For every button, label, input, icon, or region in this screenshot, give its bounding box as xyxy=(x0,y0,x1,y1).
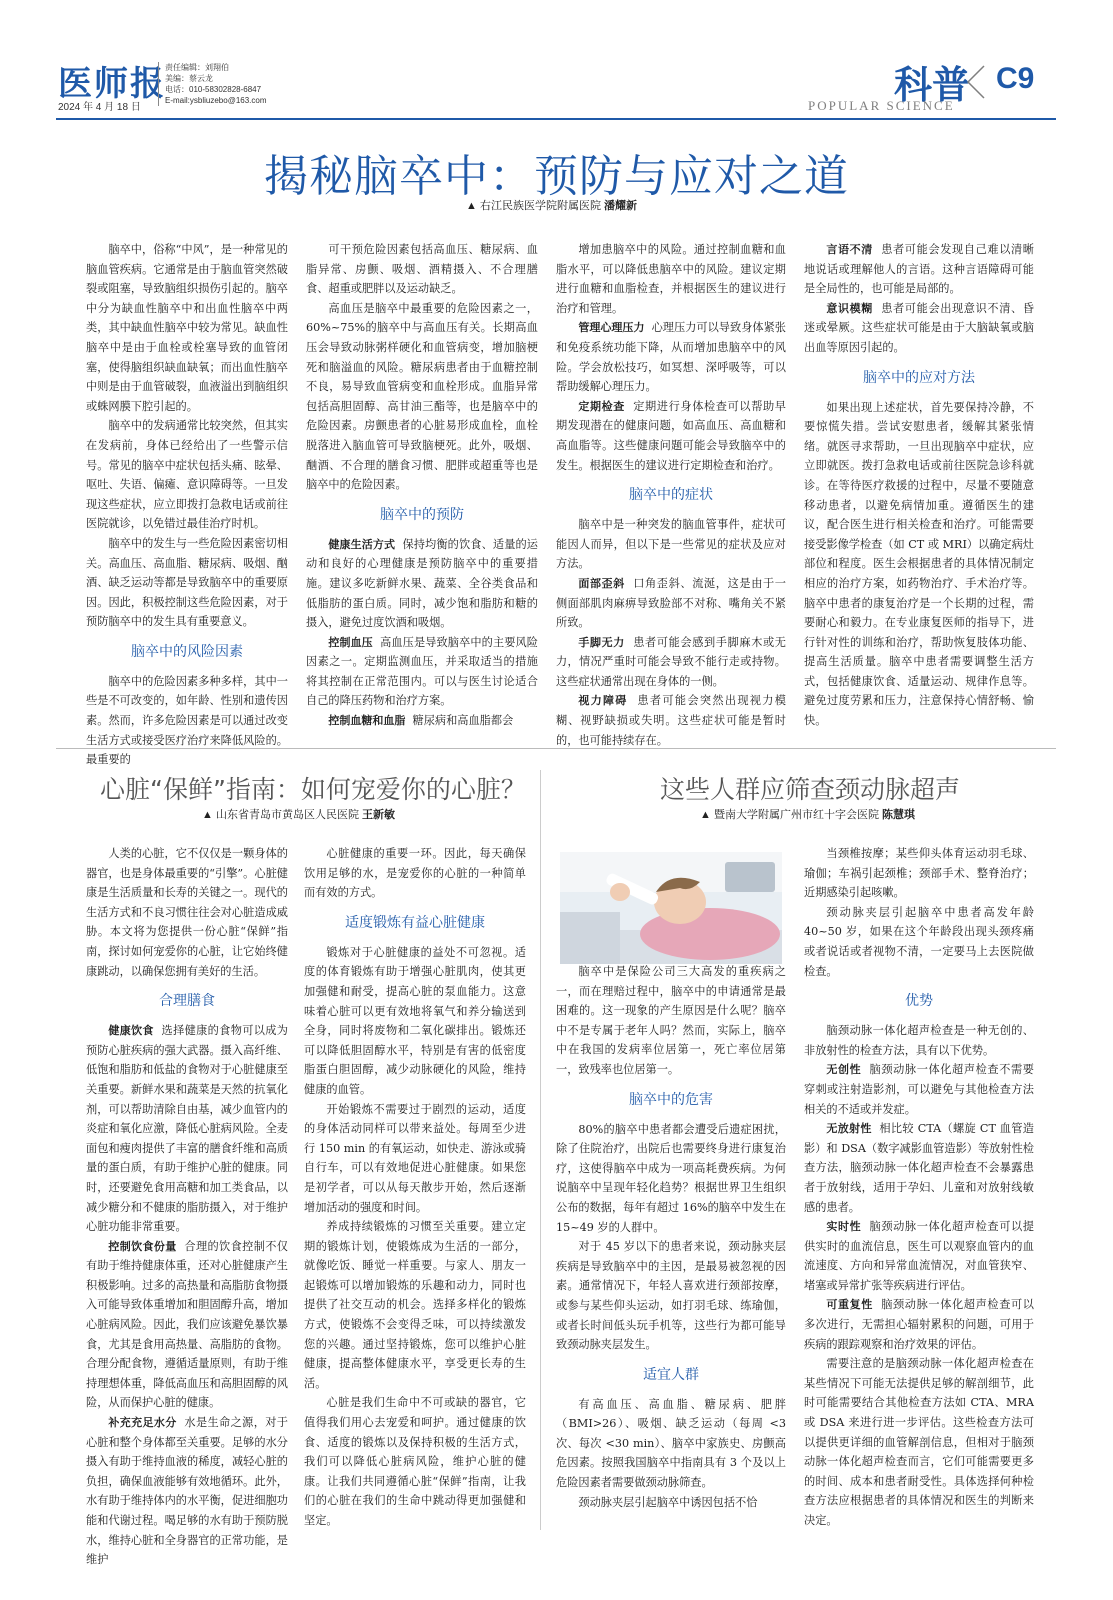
paragraph: 脑卒中的发病通常比较突然，但其实在发病前，身体已经给出了一些警示信号。常见的脑卒中症状包括头痛、眩晕、呕吐、失语、偏瘫、意识障碍等。一旦发现这些症状，应立即拨打急救电话或前往医院就诊，以免错过最佳治疗时机。 xyxy=(86,419,288,531)
lead-text: 患者可能会感到手脚麻木或无力，情况严重时可能会导致不能行走或持物。这些症状通常出现在身体的一侧。 xyxy=(556,635,786,688)
paragraph xyxy=(306,711,538,731)
lead-term: 控制血压 xyxy=(328,635,373,649)
paragraph: 有高血压、高血脂、糖尿病、肥胖（BMI>26）、吸烟、缺乏运动（每周 <3 次、每次 <30 min）、脑卒中家族史、房颤高危因素。按照我国脑卒中指南具有 3 个及以上危险因素者需要做颈动脉筛查。 xyxy=(556,1397,786,1490)
paragraph: 脑卒中是保险公司三大高发的重疾病之一，而在理赔过程中，脑卒中的申请通常是最困难的。这一现象的产生原因是什么呢？脑卒中不是专属于老年人吗？然而，实际上，脑卒中在我国的发病率位居第一，死亡率位居第一，致残率也位居第一。 xyxy=(556,965,786,1076)
lead-term: 无创性 xyxy=(826,1063,862,1077)
article1-column-2 xyxy=(306,240,538,740)
paragraph: 高血压是脑卒中最重要的危险因素之一，60%~75%的脑卒中与高血压有关。长期高血压会导致动脉粥样硬化和血管病变，增加脑梗死和脑溢血的风险。糖尿病患者由于血糖控制不良，易导致血管病变和血栓形成。血脂异常包括高胆固醇、高甘油三酯等，也是脑卒中的危险因素。房颤患者的心脏易形成血栓，血栓脱落进入脑血管可导致脑梗死。此外，吸烟、酗酒、不合理的膳食习惯、肥胖或超重等也是脑卒中的危险因素。 xyxy=(306,301,538,492)
lead-term: 视力障碍 xyxy=(578,694,628,708)
lead-term: 健康生活方式 xyxy=(328,537,396,551)
paragraph: 当颈椎按摩；某些仰头体育运动羽毛球、瑜伽；车祸引起颈椎；颈部手术、整脊治疗；近期感染引起咳嗽。 xyxy=(804,847,1034,900)
paragraph xyxy=(556,691,786,750)
lead-text: 脑颈动脉一体化超声检查可以多次进行，无需担心辐射累积的问题，可用于疾病的跟踪观察和治疗效果的评估。 xyxy=(804,1298,1034,1351)
phone-line: 电话：010-58302828-6847 xyxy=(165,85,262,94)
article1-byline xyxy=(466,197,637,213)
paragraph: 脑卒中的发生与一些危险因素密切相关。高血压、高血脂、糖尿病、吸烟、酗酒、缺乏运动等都是导致脑卒中的重要原因。因此，积极控制这些危险因素，对于预防脑卒中的发生具有重要意义。 xyxy=(86,536,288,629)
paragraph: 对于 45 岁以下的患者来说，颈动脉夹层疾病是导致脑卒中的主因，是最易被忽视的因素。通常情况下，年轻人喜欢进行颈部按摩，或参与某些仰头运动，如打羽毛球、练瑜伽，或者长时间低头玩手机等，这些行为都可能导致颈动脉夹层发生。 xyxy=(556,1240,786,1352)
email-line: E-mail:ysbliuzebo@163.com xyxy=(165,96,267,105)
lead-text: 相比较 CTA（螺旋 CT 血管造影）和 DSA（数字减影血管造影）等放射性检查方法，脑颈动脉一体化超声检查不会暴露患者于放射线，适用于孕妇、儿童和对放射线敏感的患者。 xyxy=(804,1122,1034,1214)
article1-column-1 xyxy=(86,240,288,767)
lead-text: 合理的饮食控制不仅有助于维持健康体重，还对心脏健康产生积极影响。过多的高热量和高脂肪食物摄入可能导致体重增加和胆固醇升高，增加心脏病风险。因此，我们应该避免暴饮暴食，尤其是食用高热量、高脂肪的食物。合理分配食物，遵循适量原则，有助于维持理想体重，降低高血压和高胆固醇的风险，从而保护心脏的健康。 xyxy=(86,1239,288,1410)
paragraph xyxy=(86,1237,288,1413)
section-subtitle: POPULAR SCIENCE xyxy=(808,98,955,113)
article2-author-org: ▲ 山东省青岛市黄岛区人民医院 xyxy=(202,809,359,821)
paragraph xyxy=(804,299,1034,358)
lead-term: 定期检查 xyxy=(578,399,625,413)
article-divider xyxy=(56,748,1056,749)
paragraph xyxy=(86,1413,288,1570)
paragraph: 需要注意的是脑颈动脉一体化超声检查在某些情况下可能无法提供足够的解剖细节，此时可能需要结合其他检查方法如 CTA、MRA 或 DSA 来进行进一步评估。这些检查方法可以提供更详细的血管解剖信息，但相对于脑颈动脉一体化超声检查而言，它们可能需要更多的时间、成本和患者耐受性。具体选择何种检查方法应根据患者的具体情况和医生的判断来决定。 xyxy=(804,1357,1034,1527)
lead-text: 口角歪斜、流涎，这是由于一侧面部肌肉麻痹导致脸部不对称、嘴角关不紧所致。 xyxy=(556,576,786,630)
paragraph: 心脏是我们生命中不可或缺的器官，它值得我们用心去宠爱和呵护。通过健康的饮食、适度的锻炼以及保持积极的生活方式，我们可以降低心脏病风险，维护心脏的健康。让我们共同遵循心脏“保鲜”指南，让我们的心脏在我们的生命中跳动得更加强健和坚定。 xyxy=(304,1396,526,1527)
paragraph: 锻炼对于心脏健康的益处不可忽视。适度的体育锻炼有助于增强心脏肌肉，使其更加强健和耐受，提高心脏的泵血能力。这意味着心脏可以更有效地将氧气和养分输送到全身，同时将废物和二氧化碳排出。锻炼还可以降低胆固醇水平，特别是有害的低密度脂蛋白胆固醇，减少动脉硬化的风险，维持健康的血管。 xyxy=(304,945,526,1096)
lead-text: 脑颈动脉一体化超声检查不需要穿刺或注射造影剂，可以避免与其他检查方法相关的不适或并发症。 xyxy=(804,1063,1034,1116)
lead-term: 健康饮食 xyxy=(108,1024,154,1038)
ultrasound-photo-illustration xyxy=(560,852,782,964)
section-heading: 脑卒中的症状 xyxy=(629,487,713,504)
article3-author-name: 陈慧琪 xyxy=(882,809,916,821)
paragraph: 增加患脑卒中的风险。通过控制血糖和血脂水平，可以降低患脑卒中的风险。建议定期进行血糖和血脂检查，并根据医生的建议进行治疗和管理。 xyxy=(556,243,786,315)
paragraph: 开始锻炼不需要过于剧烈的运动，适度的身体活动同样可以带来益处。每周至少进行 150 min 的有氧运动，如快走、游泳或骑自行车，可以有效地促进心脏健康。如果您是初学者，可以从每天散步开始，然后逐渐增加活动的强度和时间。 xyxy=(304,1102,526,1214)
section-heading: 脑卒中的危害 xyxy=(629,1091,713,1108)
column-divider xyxy=(540,770,541,1530)
lead-text: 脑颈动脉一体化超声检查可以提供实时的血流信息，医生可以观察血管内的血流速度、方向和异常血流情况，对血管狭窄、堵塞或异常扩张等疾病进行评估。 xyxy=(804,1220,1034,1292)
paragraph: 颈动脉夹层引起脑卒中诱因包括不恰 xyxy=(578,1495,758,1509)
article2-column-1 xyxy=(86,844,288,1567)
paragraph xyxy=(306,633,538,711)
section-heading: 适度锻炼有益心脏健康 xyxy=(345,914,485,931)
lead-text: 糖尿病和高血脂都会 xyxy=(412,714,514,728)
paragraph xyxy=(804,1119,1034,1217)
paragraph xyxy=(556,318,786,396)
lead-term: 控制饮食份量 xyxy=(108,1239,177,1253)
editor-info xyxy=(158,62,267,106)
lead-text: 患者可能会发现自己难以清晰地说话或理解他人的言语。这种言语障碍可能是全局性的，也可能是局部的。 xyxy=(804,243,1034,296)
section-heading: 优势 xyxy=(905,993,933,1010)
article2-byline xyxy=(202,806,395,822)
article1-column-4 xyxy=(804,240,1034,740)
section-heading: 脑卒中的应对方法 xyxy=(863,369,975,386)
paragraph: 心脏健康的重要一环。因此，每天确保饮用足够的水，是宠爱你的心脏的一种简单而有效的方式。 xyxy=(304,847,526,900)
lead-text: 保持均衡的饮食、适量的运动和良好的心理健康是预防脑卒中的重要措施。建议多吃新鲜水果、蔬菜、全谷类食品和低脂肪的蛋白质。同时，减少饱和脂肪和糖的摄入，避免过度饮酒和吸烟。 xyxy=(306,537,538,630)
chevron-left-icon xyxy=(962,62,992,102)
lead-text: 水是生命之源，对于心脏和整个身体都至关重要。足够的水分摄入有助于维持血液的稀度，减轻心脏的负担，确保血液能够有效地循环。此外，水有助于维持体内的水平衡，促进细胞功能和代谢过程。喝足够的水有助于预防脱水，维持心脏和全身器官的正常功能，是维护 xyxy=(86,1416,288,1567)
paragraph xyxy=(804,240,1034,299)
lead-text: 定期进行身体检查可以帮助早期发现潜在的健康问题，如高血压、高血糖和高血脂等。这些健康问题可能会导致脑卒中的发生。根据医生的建议进行定期检查和治疗。 xyxy=(556,399,786,472)
paragraph: 如果出现上述症状，首先要保持冷静，不要惊慌失措。尝试安慰患者，缓解其紧张情绪。就医寻求帮助，一旦出现脑卒中症状，应立即就医。拨打急救电话或前往医院急诊科就诊。在等待医疗救援的过程中，尽量不要随意移动患者，以避免病情加重。遵循医生的建议，配合医生进行相关检查和治疗。可能需要接受影像学检查（如 CT 或 MRI）以确定病灶部位和程度。医生会根据患者的具体情况制定相应的治疗方案，如药物治疗、手术治疗等。脑卒中患者的康复治疗是一个长期的过程，需要耐心和毅力。在专业康复医师的指导下，进行针对性的训练和治疗，帮助恢复肢体功能、提高生活质量。脑卒中患者需要调整生活方式，包括健康饮食、适量运动、规律作息等。避免过度劳累和压力，注意保持心情舒畅、愉快。 xyxy=(804,400,1034,728)
paragraph xyxy=(556,574,786,633)
page-number: C9 xyxy=(996,62,1035,95)
article1-column-3 xyxy=(556,240,786,747)
lead-text: 高血压是导致脑卒中的主要风险因素之一。定期监测血压，并采取适当的措施将其控制在正常范围内。可以与医生讨论适合自己的降压药物和治疗方案。 xyxy=(306,635,538,708)
paragraph xyxy=(86,1021,288,1237)
lead-term: 控制血糖和血脂 xyxy=(328,714,406,728)
section-heading: 合理膳食 xyxy=(159,993,215,1010)
article2-author-name: 王新敏 xyxy=(362,809,396,821)
article3-column-1 xyxy=(556,962,786,1522)
paragraph: 可干预危险因素包括高血压、糖尿病、血脂异常、房颤、吸烟、酒精摄入、不合理膳食、超重或肥胖以及运动缺乏。 xyxy=(306,243,538,296)
paragraph: 颈动脉夹层引起脑卒中患者高发年龄 40~50 岁，如果在这个年龄段出现头颈疼痛或者说话或者视物不清，一定要马上去医院做检查。 xyxy=(804,905,1034,978)
paragraph: 脑卒中，俗称“中风”，是一种常见的脑血管疾病。它通常是由于脑血管突然破裂或阻塞，导致脑组织损伤引起的。脑卒中分为缺血性脑卒中和出血性脑卒中两类，其中缺血性脑卒中较为常见。缺血性脑卒中是由于血栓或栓塞导致的血管闭塞，使得脑组织缺血缺氧；而出血性脑卒中则是由于血管破裂，血液溢出到脑组织或蛛网膜下腔引起的。 xyxy=(86,243,288,413)
paragraph xyxy=(306,535,538,633)
lead-text: 患者可能会出现意识不清、昏迷或晕厥。这些症状可能是由于大脑缺氧或脑出血等原因引起的。 xyxy=(804,301,1034,354)
section-heading: 适宜人群 xyxy=(643,1366,699,1383)
article3-byline xyxy=(700,806,915,822)
article1-author-name: 潘耀新 xyxy=(604,200,638,212)
ultrasound-photo xyxy=(560,852,782,964)
lead-term: 意识模糊 xyxy=(826,301,873,315)
paragraph: 脑卒中是一种突发的脑血管事件，症状可能因人而异，但以下是一些常见的症状及应对方法。 xyxy=(556,518,786,571)
article1-author-org: ▲ 右江民族医学院附属医院 xyxy=(466,200,601,212)
lead-term: 可重复性 xyxy=(826,1298,873,1312)
lead-term: 实时性 xyxy=(826,1220,862,1234)
article2-title: 心脏“保鲜”指南：如何宠爱你的心脏？ xyxy=(100,775,526,804)
paragraph: 脑颈动脉一体化超声检查是一种无创的、非放射性的检查方法，具有以下优势。 xyxy=(804,1024,1034,1057)
lead-text: 选择健康的食物可以成为预防心脏疾病的强大武器。摄入高纤维、低饱和脂肪和低盐的食物对于心脏健康至关重要。新鲜水果和蔬菜是天然的抗氧化剂，可以帮助清除自由基，减少血管内的炎症和氧化应激，降低心脏病风险。全麦面包和瘦肉提供了丰富的膳食纤维和高质量的蛋白质，有助于维护心脏的健康。同时，还要避免食用高糖和加工类食品，以减少糖分和不健康的脂肪摄入，对于维护心脏功能非常重要。 xyxy=(86,1024,288,1234)
article2-column-2 xyxy=(304,844,526,1527)
lead-term: 言语不清 xyxy=(826,243,873,256)
lead-term: 补充充足水分 xyxy=(108,1416,177,1430)
paragraph: 脑卒中的危险因素多种多样，其中一些是不可改变的，如年龄、性别和遗传因素。然而，许多危险因素是可以通过改变生活方式或接受医疗治疗来降低风险的。最重要的 xyxy=(86,674,288,767)
editor-line: 责任编辑：刘翔伯 xyxy=(165,63,229,72)
newspaper-logo: 医师报 xyxy=(58,64,166,104)
paragraph: 养成持续锻炼的习惯至关重要。建立定期的锻炼计划，使锻炼成为生活的一部分，就像吃饭、睡觉一样重要。与家人、朋友一起锻炼可以增加锻炼的乐趣和动力，同时也提供了社交互动的机会。选择多样化的锻炼方式，使锻炼不会变得乏味，可以持续激发您的兴趣。通过坚持锻炼，您可以维护心脏健康，提高整体健康水平，享受更长寿的生活。 xyxy=(304,1220,526,1390)
issue-date: 2024 年 4 月 18 日 xyxy=(58,102,141,113)
paragraph: 80%的脑卒中患者都会遭受后遗症困扰，除了住院治疗，出院后也需要终身进行康复治疗，这使得脑卒中成为一项高耗费疾病。为何说脑卒中呈现年轻化趋势？根据世界卫生组织公布的数据，每年有超过 16%的脑卒中发生在 15~49 岁的人群中。 xyxy=(556,1122,786,1234)
lead-term: 手脚无力 xyxy=(578,635,625,649)
section-heading: 脑卒中的预防 xyxy=(380,506,464,523)
paragraph xyxy=(804,1295,1034,1354)
lead-text: 心理压力可以导致身体紧张和免疫系统功能下降，从而增加患脑卒中的风险。学会放松技巧，如冥想、深呼吸等，可以帮助缓解心理压力。 xyxy=(556,321,786,394)
article3-author-org: ▲ 暨南大学附属广州市红十字会医院 xyxy=(700,809,879,821)
lead-term: 面部歪斜 xyxy=(578,576,625,590)
paragraph: 人类的心脏，它不仅仅是一颗身体的器官，也是身体最重要的“引擎”。心脏健康是生活质量和长寿的关键之一。现代的生活方式和不良习惯往往会对心脏造成威胁。本文将为您提供一份心脏“保鲜”指南，探讨如何宠爱你的心脏，让它始终健康跳动，以确保您拥有美好的生活。 xyxy=(86,847,288,978)
paragraph xyxy=(556,633,786,692)
section-title: 科普 xyxy=(894,63,971,107)
article1-title: 揭秘脑卒中：预防与应对之道 xyxy=(264,151,849,202)
article3-title: 这些人群应筛查颈动脉超声 xyxy=(660,775,961,804)
paragraph xyxy=(804,1060,1034,1119)
masthead-divider xyxy=(56,118,1056,120)
paragraph xyxy=(556,397,786,475)
paragraph xyxy=(804,1217,1034,1295)
designer-line: 美编：蔡云龙 xyxy=(165,74,213,83)
article3-column-2 xyxy=(804,844,1034,1527)
lead-text: 患者可能会突然出现视力模糊、视野缺损或失明。这些症状可能是暂时的，也可能持续存在。 xyxy=(556,694,786,747)
lead-term: 无放射性 xyxy=(826,1122,872,1136)
lead-term: 管理心理压力 xyxy=(578,321,645,335)
section-heading: 脑卒中的风险因素 xyxy=(131,643,243,660)
